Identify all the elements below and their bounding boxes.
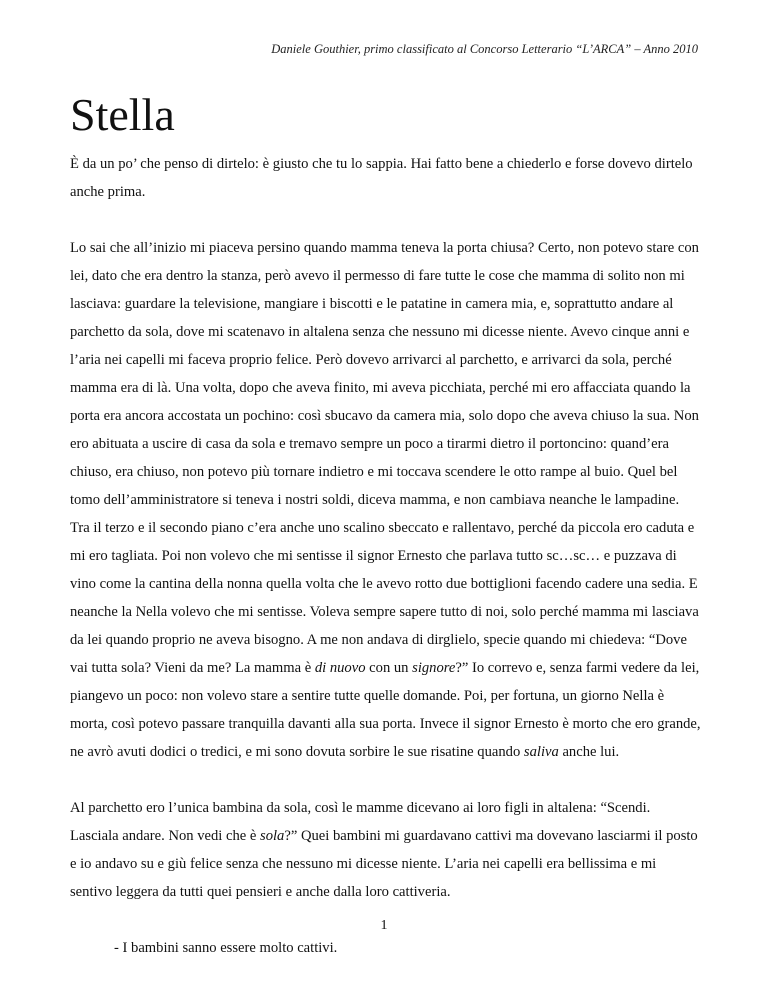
paragraph-3-text-b: ?” Quei bambini mi guardavano cattivi ma dovevano lasciarmi il posto e io andavo su e giù felice senza che nessuno mi dicesse niente. L’aria nei capelli era bellissima e mi sentivo leggera da tutti quei pensieri e anche dalla loro cattiveria. — [70, 828, 698, 900]
paragraph-3-emphasis-1: sola — [260, 828, 285, 844]
running-header: Daniele Gouthier, primo classificato al Concorso Letterario “L’ARCA” – Anno 2010 — [271, 42, 698, 56]
paragraph-3-text-a: Al parchetto ero l’unica bambina da sola, così le mamme dicevano ai loro figli in altalena: “Scendi. Lasciala andare. Non vedi che è — [70, 800, 651, 844]
paragraph-2-text-a: Lo sai che all’inizio mi piaceva persino quando mamma teneva la porta chiusa? Certo, non potevo stare con lei, dato che era dentro la stanza, però avevo il permesso di fare tutte le cose che mamma di solito non mi lasciava: guardare la televisione, mangiare i biscotti e le patatine in camera mia, e, soprattutto andare al parchetto da sola, dove mi scatenavo in altalena senza che nessuno mi dicesse niente. Avevo cinque anni e l’aria nei capelli mi faceva proprio felice. Però dovevo arrivarci al parchetto, e arrivarci da sola, perché mamma era di là. Una volta, dopo che aveva finito, mi aveva picchiata, perché mi ero affacciata quando la porta era ancora accostata un pochino: così sbucavo da camera mia, solo dopo che aveva chiuso la sua. Non ero abituata a uscire di casa da sola e tremavo sempre un poco a tirarmi dietro il portoncino: quand’era chiuso, era chiuso, non potevo più tornare indietro e mi toccava scendere le otto rampe al buio. Quel bel tomo dell’amministratore si teneva i nostri soldi, diceva mamma, e non cambiava neanche le lampadine. Tra il terzo e il secondo piano c’era anche uno scalino sbeccato e rallentavo, perché da piccola ero caduta e mi ero tagliata. Poi non volevo che mi sentisse il signor Ernesto che parlava tutto sc…sc… e puzzava di vino come la cantina della nonna quella volta che le avevo rotto due bottiglioni facendo cadere una sedia. E neanche la Nella volevo che mi sentisse. Voleva sempre sapere tutto di noi, solo perché mamma mi lasciava da lei quando proprio ne aveva bisogno. A me non andava di dirglielo, specie quando mi chiedeva: “Dove vai tutta sola? Vieni da me? La mamma è — [70, 240, 699, 676]
story-title: Stella — [70, 89, 175, 140]
paragraph-2-emphasis-1: di nuovo — [314, 660, 366, 676]
page-number: 1 — [380, 918, 388, 933]
paragraph-2-emphasis-3: saliva — [523, 744, 559, 760]
paragraph-2-text-b: con un — [365, 660, 413, 676]
paragraph-2-emphasis-2: signore — [412, 660, 456, 676]
paragraph-2-text-c: ?” Io correvo e, senza farmi vedere da lei, piangevo un poco: non volevo stare a sentire tutte quelle domande. Poi, per fortuna, un giorno Nella è morta, così potevo passare tranquilla davanti alla sua porta. Invece il signor Ernesto è morto che ero grande, ne avrò avuti dodici o tredici, e mi sono dovuta sorbire le sue risatine quando — [70, 660, 701, 760]
paragraph-2-text-d: anche lui. — [558, 744, 620, 760]
story-body — [70, 150, 702, 962]
paragraph-1: È da un po’ che penso di dirtelo: è giusto che tu lo sappia. Hai fatto bene a chiederlo e forse dovevo dirtelo anche prima. — [70, 156, 693, 200]
dialogue-line: - I bambini sanno essere molto cattivi. — [114, 940, 338, 956]
paragraph-2 — [70, 234, 702, 766]
paragraph-3 — [70, 794, 702, 906]
